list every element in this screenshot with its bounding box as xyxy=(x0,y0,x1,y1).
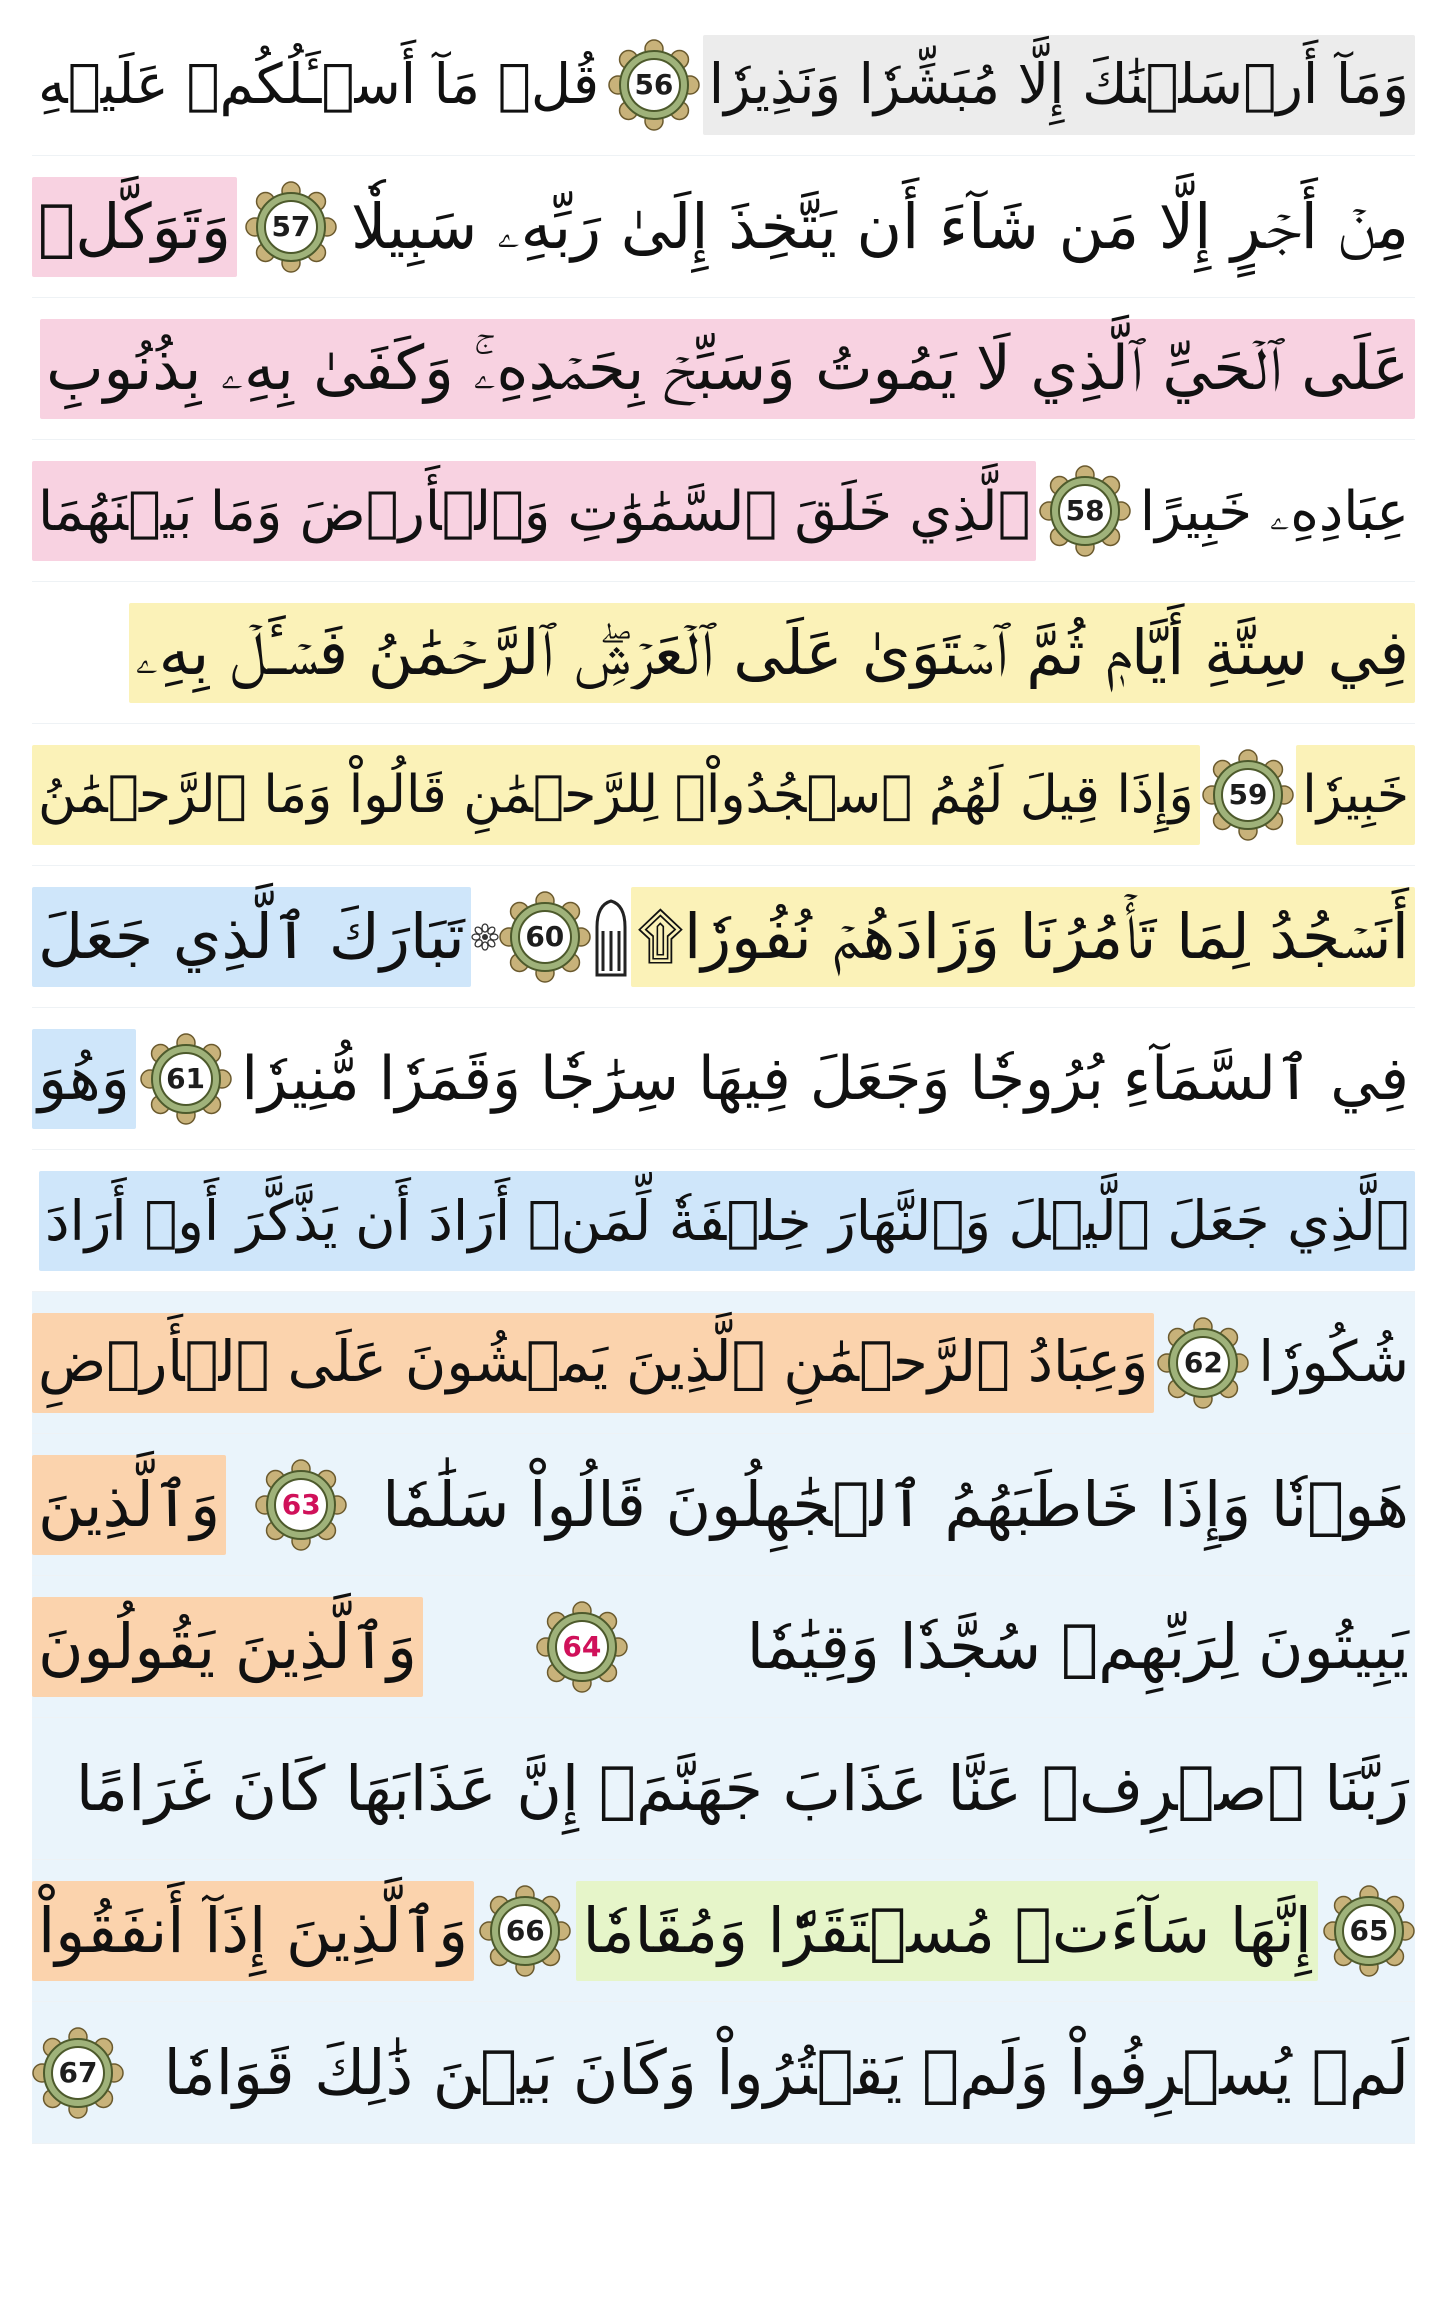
mushaf-line xyxy=(32,1434,1415,1576)
ayah-number: 63 xyxy=(281,1488,321,1521)
ayah-number-marker[interactable] xyxy=(1157,1317,1249,1409)
verse-text[interactable]: لَمۡ يُسۡرِفُواْ وَلَمۡ يَقۡتُرُواْ وَكَانَ بَيۡنَ ذَٰلِكَ قَوَامٗا xyxy=(163,2035,1409,2109)
mushaf-line xyxy=(32,156,1415,298)
mushaf-line xyxy=(32,724,1415,866)
verse-text[interactable]: وَتَوَكَّلۡ xyxy=(32,177,237,277)
mushaf-line xyxy=(32,1008,1415,1150)
ayah-number: 67 xyxy=(58,2056,98,2089)
ayah-number-marker[interactable] xyxy=(1202,749,1294,841)
ayah-number: 62 xyxy=(1183,1346,1223,1379)
verse-text[interactable]: وَعِبَادُ ٱلرَّحۡمَٰنِ ٱلَّذِينَ يَمۡشُونَ عَلَى ٱلۡأَرۡضِ xyxy=(32,1313,1154,1413)
ayah-number: 65 xyxy=(1349,1914,1389,1947)
verse-text[interactable]: وَٱلَّذِينَ إِذَآ أَنفَقُواْ xyxy=(32,1881,474,1981)
ayah-number-marker[interactable] xyxy=(536,1601,628,1693)
mushaf-line xyxy=(32,582,1415,724)
verse-text[interactable]: رَبَّنَا ٱصۡرِفۡ عَنَّا عَذَابَ جَهَنَّمَۖ إِنَّ عَذَابَهَا كَانَ غَرَامًا xyxy=(75,1751,1409,1825)
ayah-number-marker[interactable] xyxy=(255,1459,347,1551)
ayah-number-marker[interactable] xyxy=(479,1885,571,1977)
verse-text[interactable]: يَبِيتُونَ لِرَبِّهِمۡ سُجَّدٗا وَقِيَٰمٗا xyxy=(746,1609,1409,1683)
verse-text[interactable]: خَبِيرٗا xyxy=(1296,745,1415,845)
ayah-number: 57 xyxy=(271,210,311,243)
ayah-number-marker[interactable] xyxy=(499,891,591,983)
verse-text[interactable]: قُلۡ مَآ أَسۡـَٔلُكُمۡ عَلَيۡهِ xyxy=(38,52,600,117)
verse-text[interactable]: تَبَارَكَ ٱلَّذِي جَعَلَ xyxy=(32,887,471,987)
verse-text[interactable]: عِبَادِهِۦ خَبِيرًا xyxy=(1139,478,1409,543)
verse-text[interactable]: وَٱلَّذِينَ xyxy=(32,1455,226,1555)
mushaf-line xyxy=(32,1860,1415,2002)
mushaf-line xyxy=(32,1576,1415,1718)
hizb-star-icon xyxy=(471,922,499,952)
mushaf-line xyxy=(32,866,1415,1008)
ayah-number: 59 xyxy=(1228,778,1268,811)
ayah-number-marker[interactable] xyxy=(1323,1885,1415,1977)
mushaf-line xyxy=(32,1718,1415,1860)
verse-text[interactable]: فِي ٱلسَّمَآءِ بُرُوجٗا وَجَعَلَ فِيهَا سِرَٰجٗا وَقَمَرٗا مُّنِيرٗا xyxy=(241,1043,1409,1114)
verse-text[interactable]: شُكُورٗا xyxy=(1258,1329,1409,1395)
ayah-number-marker[interactable] xyxy=(140,1033,232,1125)
ayah-number: 61 xyxy=(166,1062,206,1095)
ayah-number: 58 xyxy=(1065,494,1105,527)
verse-text[interactable]: عَلَى ٱلۡحَيِّ ٱلَّذِي لَا يَمُوتُ وَسَبِّحۡ بِحَمۡدِهِۦۚ وَكَفَىٰ بِهِۦ بِذُنُوبِ xyxy=(40,319,1415,419)
mushaf-line xyxy=(32,1150,1415,1292)
verse-text[interactable]: أَنَسۡجُدُ لِمَا تَأۡمُرُنَا وَزَادَهُمۡ نُفُورٗا۩ xyxy=(631,887,1415,987)
ayah-number-marker[interactable] xyxy=(245,181,337,273)
ayah-number-marker[interactable] xyxy=(1039,465,1131,557)
verse-text[interactable]: مِنۡ أَجۡرٍ إِلَّا مَن شَآءَ أَن يَتَّخِذَ إِلَىٰ رَبِّهِۦ سَبِيلٗا xyxy=(350,189,1409,263)
verse-text[interactable]: وَإِذَا قِيلَ لَهُمُ ٱسۡجُدُواْۤ لِلرَّحۡمَٰنِ قَالُواْ وَمَا ٱلرَّحۡمَٰنُ xyxy=(32,745,1200,845)
mushaf-line xyxy=(32,298,1415,440)
verse-text[interactable]: وَمَآ أَرۡسَلۡنَٰكَ إِلَّا مُبَشِّرٗا وَنَذِيرٗا xyxy=(703,35,1415,135)
verse-text[interactable]: وَهُوَ xyxy=(32,1029,136,1129)
verse-text[interactable]: ٱلَّذِي جَعَلَ ٱلَّيۡلَ وَٱلنَّهَارَ خِلۡفَةٗ لِّمَنۡ أَرَادَ أَن يَذَّكَّرَ أَوۡ أَرَادَ xyxy=(39,1171,1415,1271)
ayah-number: 60 xyxy=(525,920,565,953)
ayah-number: 66 xyxy=(505,1914,545,1947)
verse-text[interactable]: إِنَّهَا سَآءَتۡ مُسۡتَقَرّٗا وَمُقَامٗا xyxy=(576,1881,1317,1981)
ayah-number-marker[interactable] xyxy=(32,2027,124,2119)
verse-text[interactable]: هَوۡنٗا وَإِذَا خَاطَبَهُمُ ٱلۡجَٰهِلُونَ قَالُواْ سَلَٰمٗا xyxy=(382,1467,1409,1541)
verse-text[interactable]: وَٱلَّذِينَ يَقُولُونَ xyxy=(32,1597,423,1697)
ayah-number: 64 xyxy=(562,1630,602,1663)
mushaf-line xyxy=(32,1292,1415,1434)
sajdah-mihrab-icon xyxy=(591,895,631,979)
verse-text[interactable]: فِي سِتَّةِ أَيَّامٖ ثُمَّ ٱسۡتَوَىٰ عَلَى ٱلۡعَرۡشِۖ ٱلرَّحۡمَٰنُ فَسۡـَٔلۡ بِهِۦ xyxy=(129,603,1415,703)
mushaf-line xyxy=(32,14,1415,156)
ayah-number: 56 xyxy=(634,68,674,101)
verse-text[interactable]: ٱلَّذِي خَلَقَ ٱلسَّمَٰوَٰتِ وَٱلۡأَرۡضَ وَمَا بَيۡنَهُمَا xyxy=(32,461,1036,561)
mushaf-line xyxy=(32,2002,1415,2144)
mushaf-line xyxy=(32,440,1415,582)
ayah-number-marker[interactable] xyxy=(608,39,700,131)
